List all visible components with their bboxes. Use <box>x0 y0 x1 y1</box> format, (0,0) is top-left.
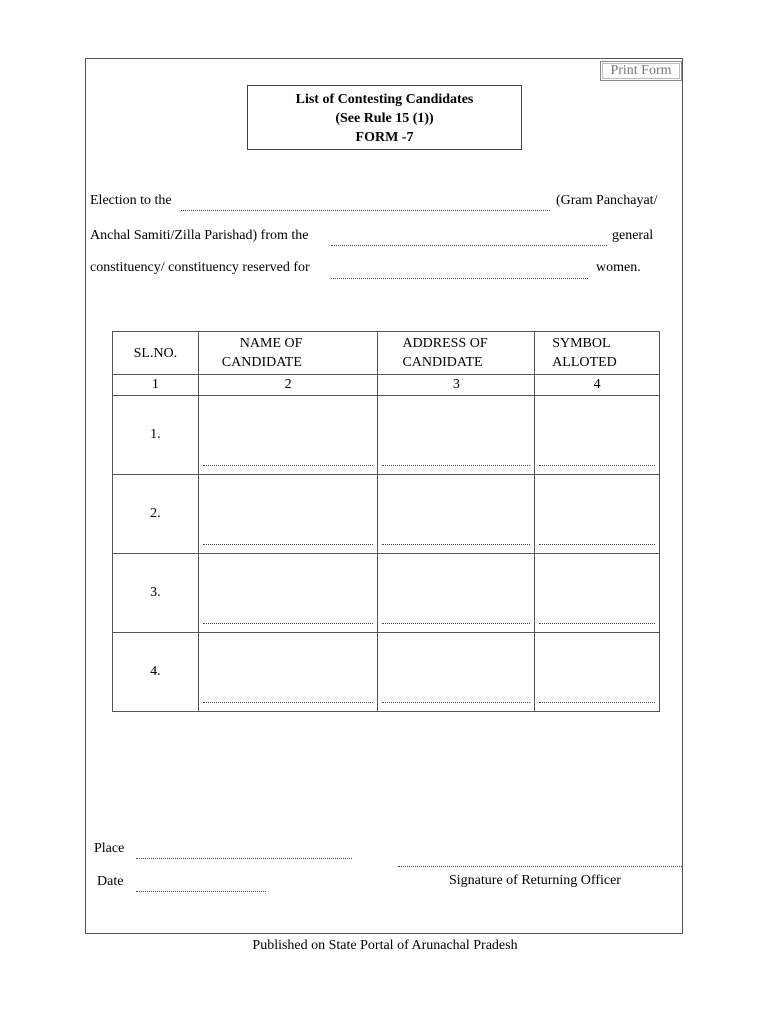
election-name-field[interactable] <box>181 210 550 211</box>
address-header: ADDRESS OF CANDIDATE <box>378 332 535 375</box>
place-label: Place <box>94 841 125 856</box>
candidate-name-cell[interactable] <box>198 554 378 633</box>
name-input-line <box>203 544 374 545</box>
form-title: List of Contesting Candidates <box>295 92 474 107</box>
candidate-address-cell[interactable] <box>378 554 535 633</box>
address-input-line <box>382 465 530 466</box>
women-label: women. <box>596 260 641 275</box>
table-header-row <box>113 332 660 375</box>
signature-field[interactable] <box>398 866 682 867</box>
place-field[interactable] <box>136 858 352 859</box>
symbol-cell[interactable] <box>535 633 660 712</box>
candidates-table <box>112 331 660 712</box>
candidate-address-cell[interactable] <box>378 475 535 554</box>
symbol-input-line <box>539 465 655 466</box>
table-row <box>113 475 660 554</box>
col-number: 4 <box>535 375 660 396</box>
name-input-line <box>203 702 374 703</box>
returning-officer-label: Signature of Returning Officer <box>449 873 621 888</box>
candidate-name-cell[interactable] <box>198 475 378 554</box>
name-input-line <box>203 465 374 466</box>
print-form-button[interactable]: Print Form <box>600 61 682 81</box>
symbol-header: SYMBOL ALLOTED <box>535 332 660 375</box>
symbol-cell[interactable] <box>535 396 660 475</box>
candidate-address-cell[interactable] <box>378 633 535 712</box>
symbol-cell[interactable] <box>535 554 660 633</box>
col-number: 2 <box>198 375 378 396</box>
row-sl-no: 3. <box>113 554 199 633</box>
reserved-category-field[interactable] <box>331 278 588 279</box>
anchal-samiti-label: Anchal Samiti/Zilla Parishad) from the <box>90 228 309 243</box>
name-header: NAME OF CANDIDATE <box>198 332 378 375</box>
gram-panchayat-label: (Gram Panchayat/ <box>556 193 658 208</box>
name-input-line <box>203 623 374 624</box>
row-sl-no: 1. <box>113 396 199 475</box>
address-input-line <box>382 702 530 703</box>
row-sl-no: 4. <box>113 633 199 712</box>
candidate-name-cell[interactable] <box>198 396 378 475</box>
table-row <box>113 396 660 475</box>
column-number-row <box>113 375 660 396</box>
col-number: 1 <box>113 375 199 396</box>
symbol-input-line <box>539 623 655 624</box>
general-label: general <box>612 228 654 243</box>
form-rule: (See Rule 15 (1)) <box>335 111 434 126</box>
date-label: Date <box>97 874 124 889</box>
election-to-label: Election to the <box>90 193 172 208</box>
form-title-box <box>247 85 522 150</box>
candidate-name-cell[interactable] <box>198 633 378 712</box>
constituency-name-field[interactable] <box>331 245 607 246</box>
table-row <box>113 554 660 633</box>
symbol-input-line <box>539 544 655 545</box>
footer-text: Published on State Portal of Arunachal Pradesh <box>252 938 518 953</box>
address-input-line <box>382 623 530 624</box>
table-row <box>113 633 660 712</box>
symbol-input-line <box>539 702 655 703</box>
row-sl-no: 2. <box>113 475 199 554</box>
reserved-for-label: constituency/ constituency reserved for <box>90 260 310 275</box>
sl-no-header: SL.NO. <box>113 332 199 375</box>
date-field[interactable] <box>136 891 266 892</box>
form-number: FORM -7 <box>355 130 414 145</box>
candidate-address-cell[interactable] <box>378 396 535 475</box>
address-input-line <box>382 544 530 545</box>
col-number: 3 <box>378 375 535 396</box>
symbol-cell[interactable] <box>535 475 660 554</box>
